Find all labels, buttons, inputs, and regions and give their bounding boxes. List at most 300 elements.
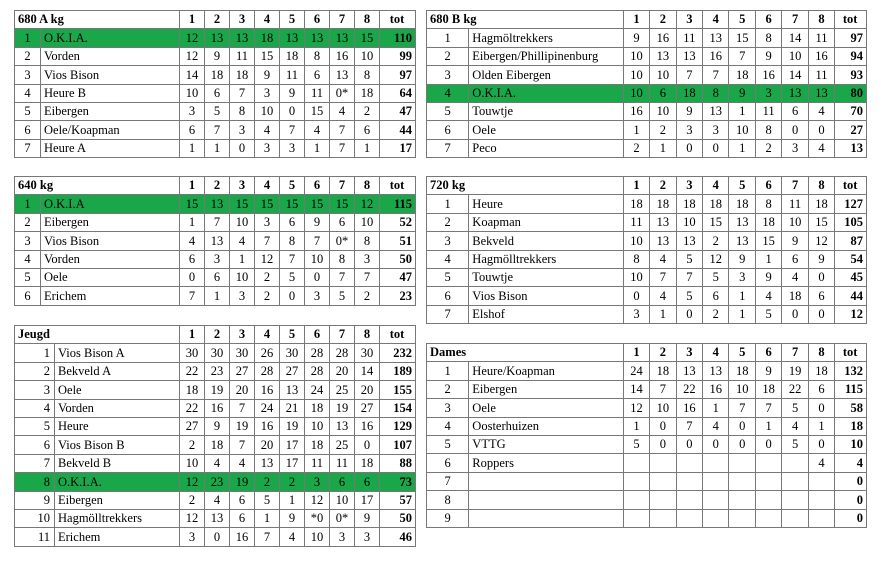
score-cell: 7 (676, 66, 702, 84)
score-cell: 6 (305, 66, 330, 84)
score-cell: 16 (330, 47, 355, 65)
score-cell: 3 (180, 102, 205, 120)
total-header: tot (380, 326, 416, 344)
score-cell: 16 (230, 528, 255, 546)
table-row (427, 232, 867, 250)
score-cell: 10 (650, 102, 676, 120)
score-cell: 7 (729, 399, 755, 417)
table-row (427, 472, 867, 490)
round-header: 1 (180, 177, 205, 195)
table-680b-block (426, 10, 867, 158)
score-cell: 7 (180, 287, 205, 305)
table-row (427, 417, 867, 435)
score-cell: 9 (305, 213, 330, 231)
score-cell: 5 (782, 435, 808, 453)
rank-cell: 7 (15, 139, 41, 157)
score-cell: 9 (755, 47, 781, 65)
total-cell: 97 (835, 29, 867, 47)
score-cell: 18 (355, 454, 380, 472)
total-header: tot (380, 177, 416, 195)
score-cell (676, 472, 702, 490)
score-cell: 16 (808, 47, 834, 65)
score-cell: 13 (205, 195, 230, 213)
round-header: 4 (703, 11, 729, 29)
score-cell: 7 (676, 268, 702, 286)
round-header: 4 (255, 326, 280, 344)
total-cell: 94 (835, 47, 867, 65)
score-cell: 10 (230, 213, 255, 231)
score-cell: 18 (255, 29, 280, 47)
rank-cell: 2 (427, 47, 469, 65)
rank-cell: 4 (15, 399, 55, 417)
score-cell: 0 (180, 268, 205, 286)
table-row (15, 47, 416, 65)
score-cell: 17 (355, 491, 380, 509)
t680a-table (14, 10, 416, 158)
score-cell: 0 (676, 305, 702, 323)
score-cell: 9 (255, 66, 280, 84)
score-cell: 3 (255, 139, 280, 157)
score-cell: 28 (305, 362, 330, 380)
score-cell: 1 (755, 417, 781, 435)
table-dames-block (426, 343, 867, 528)
table-row (427, 399, 867, 417)
score-cell: 15 (305, 195, 330, 213)
t640-table (14, 176, 416, 306)
score-cell: 8 (355, 232, 380, 250)
score-cell: 12 (808, 232, 834, 250)
table-row (15, 399, 416, 417)
score-cell (729, 509, 755, 527)
score-cell: 26 (255, 344, 280, 362)
round-header: 1 (623, 11, 649, 29)
total-header: tot (835, 11, 867, 29)
table-row (15, 528, 416, 546)
score-cell: 27 (230, 362, 255, 380)
score-cell: 0 (703, 139, 729, 157)
score-cell: 1 (729, 102, 755, 120)
total-cell: 107 (380, 436, 416, 454)
table-title: Jeugd (15, 326, 180, 344)
score-cell: 4 (180, 232, 205, 250)
score-cell (703, 472, 729, 490)
score-cell: 9 (676, 102, 702, 120)
total-cell: 87 (835, 232, 867, 250)
total-cell: 52 (380, 213, 416, 231)
score-cell: 13 (729, 232, 755, 250)
score-cell: 15 (280, 195, 305, 213)
score-cell: 13 (650, 47, 676, 65)
rank-cell: 7 (427, 472, 469, 490)
rank-cell: 8 (427, 491, 469, 509)
rank-cell: 7 (15, 454, 55, 472)
score-cell: 13 (650, 232, 676, 250)
score-cell: 9 (355, 509, 380, 527)
score-cell: 19 (782, 362, 808, 380)
score-cell: 3 (729, 268, 755, 286)
score-cell: 5 (330, 287, 355, 305)
table-header-row (15, 177, 416, 195)
round-header: 4 (703, 177, 729, 195)
score-cell: 5 (205, 102, 230, 120)
score-cell: 6 (703, 287, 729, 305)
score-cell: 7 (305, 232, 330, 250)
rank-cell: 1 (427, 195, 469, 213)
score-cell: 10 (355, 47, 380, 65)
table-row (15, 436, 416, 454)
score-cell: 10 (305, 250, 330, 268)
team-name-cell: Vios Bison (41, 232, 180, 250)
score-cell: 10 (623, 66, 649, 84)
score-cell (782, 509, 808, 527)
score-cell: 7 (330, 268, 355, 286)
table-row (427, 454, 867, 472)
score-cell: 7 (330, 121, 355, 139)
team-name-cell: Vios Bison A (55, 344, 180, 362)
score-cell: 8 (755, 195, 781, 213)
team-name-cell (469, 472, 623, 490)
score-cell: 4 (205, 454, 230, 472)
score-cell: 13 (280, 381, 305, 399)
total-cell: 0 (835, 491, 867, 509)
score-cell (808, 509, 834, 527)
score-cell: 15 (255, 47, 280, 65)
table-row (15, 268, 416, 286)
score-cell: 1 (703, 399, 729, 417)
score-cell: 4 (255, 121, 280, 139)
table-row (427, 435, 867, 453)
score-cell: 3 (355, 528, 380, 546)
score-cell: 14 (355, 362, 380, 380)
score-cell: 1 (623, 121, 649, 139)
team-name-cell: Oele (41, 268, 180, 286)
score-cell: 6 (280, 213, 305, 231)
table-jeugd-block (14, 325, 413, 547)
table-row (15, 250, 416, 268)
score-cell: 16 (703, 380, 729, 398)
table-row (15, 454, 416, 472)
score-cell: 13 (330, 417, 355, 435)
score-cell: 3 (355, 250, 380, 268)
score-cell: 2 (755, 139, 781, 157)
rank-cell: 3 (427, 232, 469, 250)
score-cell: 15 (230, 195, 255, 213)
team-name-cell: Elshof (469, 305, 623, 323)
table-row (427, 250, 867, 268)
score-cell: 7 (280, 250, 305, 268)
score-cell: 4 (230, 232, 255, 250)
total-header: tot (380, 11, 416, 29)
score-cell: 9 (729, 250, 755, 268)
score-cell: 6 (330, 473, 355, 491)
score-cell: 12 (180, 47, 205, 65)
score-cell: 14 (623, 380, 649, 398)
score-cell: 6 (205, 268, 230, 286)
score-cell: 0 (808, 121, 834, 139)
total-cell: 99 (380, 47, 416, 65)
score-cell: 0 (230, 139, 255, 157)
score-cell: 3 (330, 528, 355, 546)
total-cell: 47 (380, 102, 416, 120)
score-cell: 6 (355, 473, 380, 491)
score-cell: 18 (755, 213, 781, 231)
score-cell: 13 (205, 509, 230, 527)
score-cell: 8 (230, 102, 255, 120)
total-cell: 80 (835, 84, 867, 102)
table-title: 680 A kg (15, 11, 180, 29)
score-cell: 4 (703, 417, 729, 435)
total-cell: 110 (380, 29, 416, 47)
score-cell (755, 509, 781, 527)
table-row (427, 47, 867, 65)
team-name-cell: Peco (469, 139, 623, 157)
score-cell: 11 (676, 29, 702, 47)
table-row (427, 102, 867, 120)
table-row (427, 84, 867, 102)
score-cell: 3 (782, 139, 808, 157)
score-cell: 7 (355, 268, 380, 286)
score-cell: 1 (650, 139, 676, 157)
score-cell: 25 (330, 381, 355, 399)
score-cell: 19 (280, 417, 305, 435)
score-cell: 11 (782, 195, 808, 213)
score-cell: 16 (755, 66, 781, 84)
score-cell: 0 (676, 435, 702, 453)
score-cell: 11 (230, 47, 255, 65)
score-cell: 3 (255, 84, 280, 102)
team-name-cell: Heure (469, 195, 623, 213)
score-cell: 0 (676, 139, 702, 157)
score-cell: 16 (623, 102, 649, 120)
score-cell: 4 (782, 417, 808, 435)
table-row (15, 344, 416, 362)
team-name-cell: Eibergen/Phillipinenburg (469, 47, 623, 65)
score-cell: 7 (255, 232, 280, 250)
score-cell: 13 (330, 66, 355, 84)
rank-cell: 5 (15, 102, 41, 120)
score-cell: 4 (205, 491, 230, 509)
score-cell (650, 472, 676, 490)
score-cell (729, 491, 755, 509)
score-cell: 3 (755, 84, 781, 102)
team-name-cell: Touwtje (469, 102, 623, 120)
score-cell: 11 (808, 29, 834, 47)
score-cell: 18 (703, 195, 729, 213)
total-cell: 232 (380, 344, 416, 362)
table-row (427, 362, 867, 380)
tjeugd-table (14, 325, 416, 547)
score-cell: 1 (755, 250, 781, 268)
rank-cell: 3 (15, 232, 41, 250)
score-cell: 15 (355, 29, 380, 47)
rank-cell: 5 (427, 268, 469, 286)
score-cell: 1 (180, 213, 205, 231)
score-cell (676, 454, 702, 472)
score-cell: 4 (808, 454, 834, 472)
rank-cell: 3 (427, 399, 469, 417)
table-row (15, 29, 416, 47)
score-cell: 13 (808, 84, 834, 102)
score-cell: 27 (280, 362, 305, 380)
score-cell: 0 (808, 435, 834, 453)
round-header: 7 (330, 326, 355, 344)
score-cell: 16 (255, 417, 280, 435)
team-name-cell: O.K.I.A. (41, 29, 180, 47)
score-cell: 18 (650, 362, 676, 380)
score-cell: 8 (330, 250, 355, 268)
score-cell: 18 (623, 195, 649, 213)
score-cell (703, 509, 729, 527)
score-cell: 13 (729, 213, 755, 231)
score-cell: 2 (355, 102, 380, 120)
score-cell: 9 (205, 47, 230, 65)
team-name-cell: Hagmölltrekkers (469, 250, 623, 268)
table-row (15, 287, 416, 305)
score-cell: 10 (623, 232, 649, 250)
score-cell: 9 (623, 29, 649, 47)
total-cell: 18 (835, 417, 867, 435)
table-title: 720 kg (427, 177, 624, 195)
table-row (427, 29, 867, 47)
team-name-cell: VTTG (469, 435, 623, 453)
score-cell: 11 (305, 454, 330, 472)
round-header: 6 (755, 177, 781, 195)
score-cell (703, 491, 729, 509)
score-cell: 8 (280, 232, 305, 250)
table-title: 640 kg (15, 177, 180, 195)
table-row (427, 287, 867, 305)
score-cell: 0 (650, 417, 676, 435)
score-cell: 15 (703, 213, 729, 231)
score-cell: 5 (676, 250, 702, 268)
rank-cell: 1 (15, 29, 41, 47)
round-header: 2 (650, 177, 676, 195)
table-row (427, 380, 867, 398)
score-cell: 8 (623, 250, 649, 268)
rank-cell: 6 (427, 121, 469, 139)
round-header: 2 (205, 326, 230, 344)
round-header: 8 (355, 326, 380, 344)
table-row (15, 417, 416, 435)
score-cell: 15 (180, 195, 205, 213)
table-title: Dames (427, 344, 624, 362)
team-name-cell: Oele (469, 399, 623, 417)
score-cell: 16 (703, 47, 729, 65)
rank-cell: 1 (427, 362, 469, 380)
score-cell: 10 (650, 399, 676, 417)
score-cell: 6 (230, 509, 255, 527)
score-cell: 18 (676, 195, 702, 213)
team-name-cell: Koapman (469, 213, 623, 231)
score-cell (703, 454, 729, 472)
table-640-block (14, 176, 413, 306)
score-cell: 13 (205, 29, 230, 47)
round-header: 5 (280, 326, 305, 344)
round-header: 2 (205, 177, 230, 195)
table-row (427, 305, 867, 323)
score-cell: 2 (255, 268, 280, 286)
team-name-cell: Oele (55, 381, 180, 399)
total-cell: 13 (835, 139, 867, 157)
score-cell: 8 (755, 29, 781, 47)
total-cell: 132 (835, 362, 867, 380)
score-cell: 7 (205, 213, 230, 231)
score-cell: 7 (703, 66, 729, 84)
score-cell: 14 (782, 29, 808, 47)
score-cell: *0 (305, 509, 330, 527)
table-header-row (427, 344, 867, 362)
team-name-cell: Heure A (41, 139, 180, 157)
total-cell: 12 (835, 305, 867, 323)
table-row (427, 195, 867, 213)
team-name-cell: Vios Bison B (55, 436, 180, 454)
table-header-row (15, 326, 416, 344)
score-cell: 30 (355, 344, 380, 362)
score-cell (755, 472, 781, 490)
t680b-table (426, 10, 867, 158)
rank-cell: 4 (15, 84, 41, 102)
total-cell: 54 (835, 250, 867, 268)
total-cell: 154 (380, 399, 416, 417)
score-cell: 24 (255, 399, 280, 417)
score-cell: 2 (623, 139, 649, 157)
rank-cell: 2 (427, 213, 469, 231)
score-cell: 18 (755, 380, 781, 398)
team-name-cell: Bekveld A (55, 362, 180, 380)
score-cell: 18 (305, 399, 330, 417)
score-cell: 1 (255, 509, 280, 527)
score-cell (782, 454, 808, 472)
table-row (15, 473, 416, 491)
score-cell: 2 (650, 121, 676, 139)
score-cell: 30 (230, 344, 255, 362)
score-cell: 5 (676, 287, 702, 305)
score-cell: 18 (729, 195, 755, 213)
rank-cell: 9 (427, 509, 469, 527)
round-header: 4 (255, 11, 280, 29)
total-cell: 127 (835, 195, 867, 213)
score-cell: 25 (330, 436, 355, 454)
score-cell: 20 (230, 381, 255, 399)
round-header: 1 (623, 344, 649, 362)
score-cell: 3 (255, 213, 280, 231)
score-cell: 10 (623, 84, 649, 102)
score-cell: 27 (355, 399, 380, 417)
rank-cell: 2 (15, 213, 41, 231)
score-cell: 7 (205, 121, 230, 139)
score-cell: 2 (180, 436, 205, 454)
score-cell: 5 (255, 491, 280, 509)
table-title: 680 B kg (427, 11, 624, 29)
total-cell: 64 (380, 84, 416, 102)
score-cell: 18 (355, 84, 380, 102)
score-cell: 21 (280, 399, 305, 417)
team-name-cell: O.K.I.A (41, 195, 180, 213)
round-header: 4 (255, 177, 280, 195)
score-cell: 9 (280, 84, 305, 102)
team-name-cell: O.K.I.A. (469, 84, 623, 102)
score-cell: 15 (305, 102, 330, 120)
round-header: 1 (623, 177, 649, 195)
score-cell (808, 472, 834, 490)
table-720-block (426, 176, 867, 324)
total-cell: 93 (835, 66, 867, 84)
round-header: 6 (305, 177, 330, 195)
score-cell: 6 (180, 250, 205, 268)
table-row (427, 121, 867, 139)
score-cell: 9 (808, 250, 834, 268)
score-cell: 3 (230, 121, 255, 139)
